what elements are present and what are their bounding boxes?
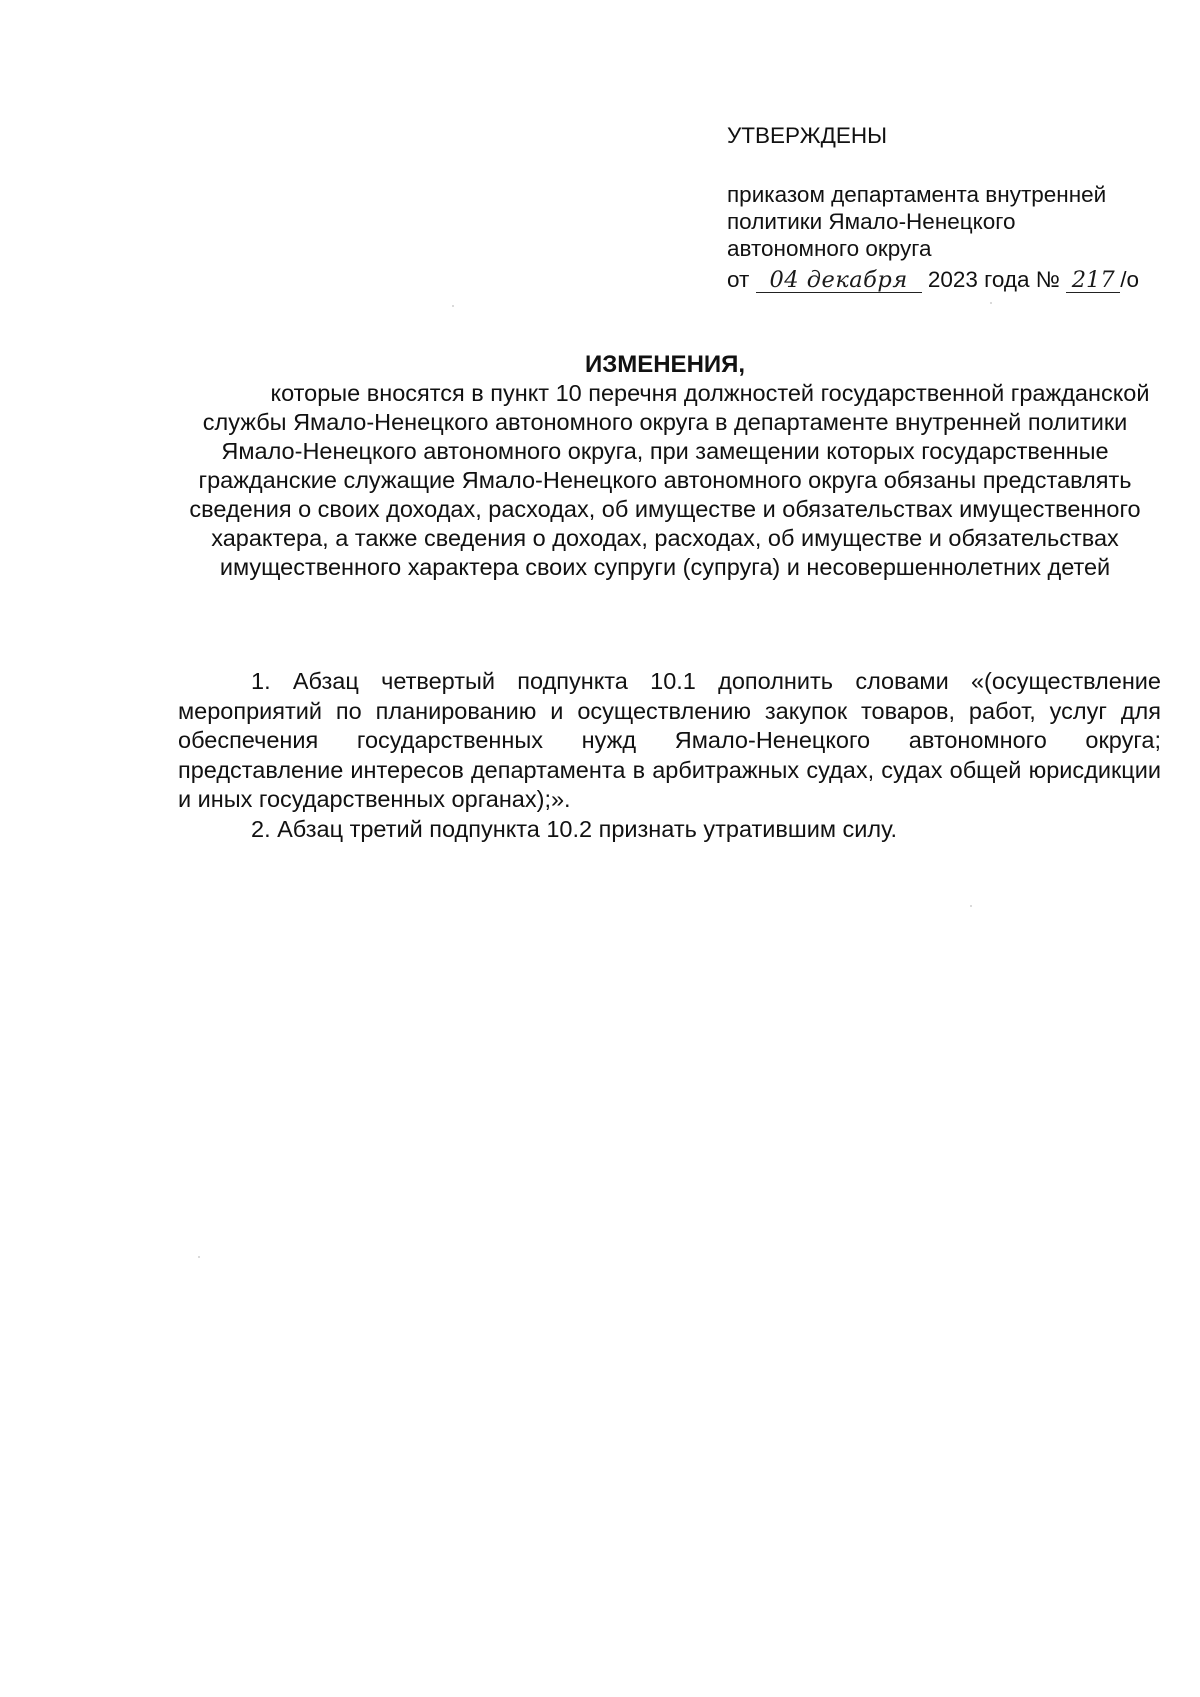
body-item-1: 1. Абзац четвертый подпункта 10.1 дополнить словами «(осуществление мероприятий по планированию и осуществлению закупок товаров, работ, услуг для обеспечения государственных нужд Ямало-Ненецкого автономного округа; представление интересов департамента в арбитражных судах, судах общей юрисдикции и иных государственных органах);». [178,668,1161,812]
body-item-2: 2. Абзац третий подпункта 10.2 признать утратившим силу. [251,815,898,842]
title-block [170,350,1160,582]
handwritten-date: 04 декабря [756,268,922,293]
year-text: 2023 года № [927,267,1060,292]
scan-speck [452,305,454,307]
scan-speck [198,1256,200,1258]
approval-date-line [727,266,1167,293]
date-prefix: от [727,267,750,292]
scan-speck [990,302,992,304]
approval-block [727,122,1167,293]
approval-line-2: политики Ямало-Ненецкого [727,209,1016,234]
number-suffix: /о [1120,267,1139,292]
document-title: ИЗМЕНЕНИЯ, [584,351,746,378]
approval-line-3: автономного округа [727,236,932,261]
handwritten-number: 217 [1066,268,1120,293]
approval-line-1: приказом департамента внутренней [727,182,1107,207]
approval-heading: УТВЕРЖДЕНЫ [727,123,887,148]
scan-speck [970,905,972,907]
document-body [178,667,1161,844]
document-subtitle: которые вносятся в пункт 10 перечня должностей государственной гражданской службы Ямало-Ненецкого автономного округа в департаменте внутренней политики Ямало-Ненецкого автономного округа, при замещении которых государственные гражданские служащие Ямало-Ненецкого автономного округа обязаны представлять сведения о своих доходах, расходах, об имуществе и обязательствах имущественного характера, а также сведения о доходах, расходах, об имуществе и обязательствах имущественного характера своих супруги (супруга) и несовершеннолетних детей [189,380,1150,580]
